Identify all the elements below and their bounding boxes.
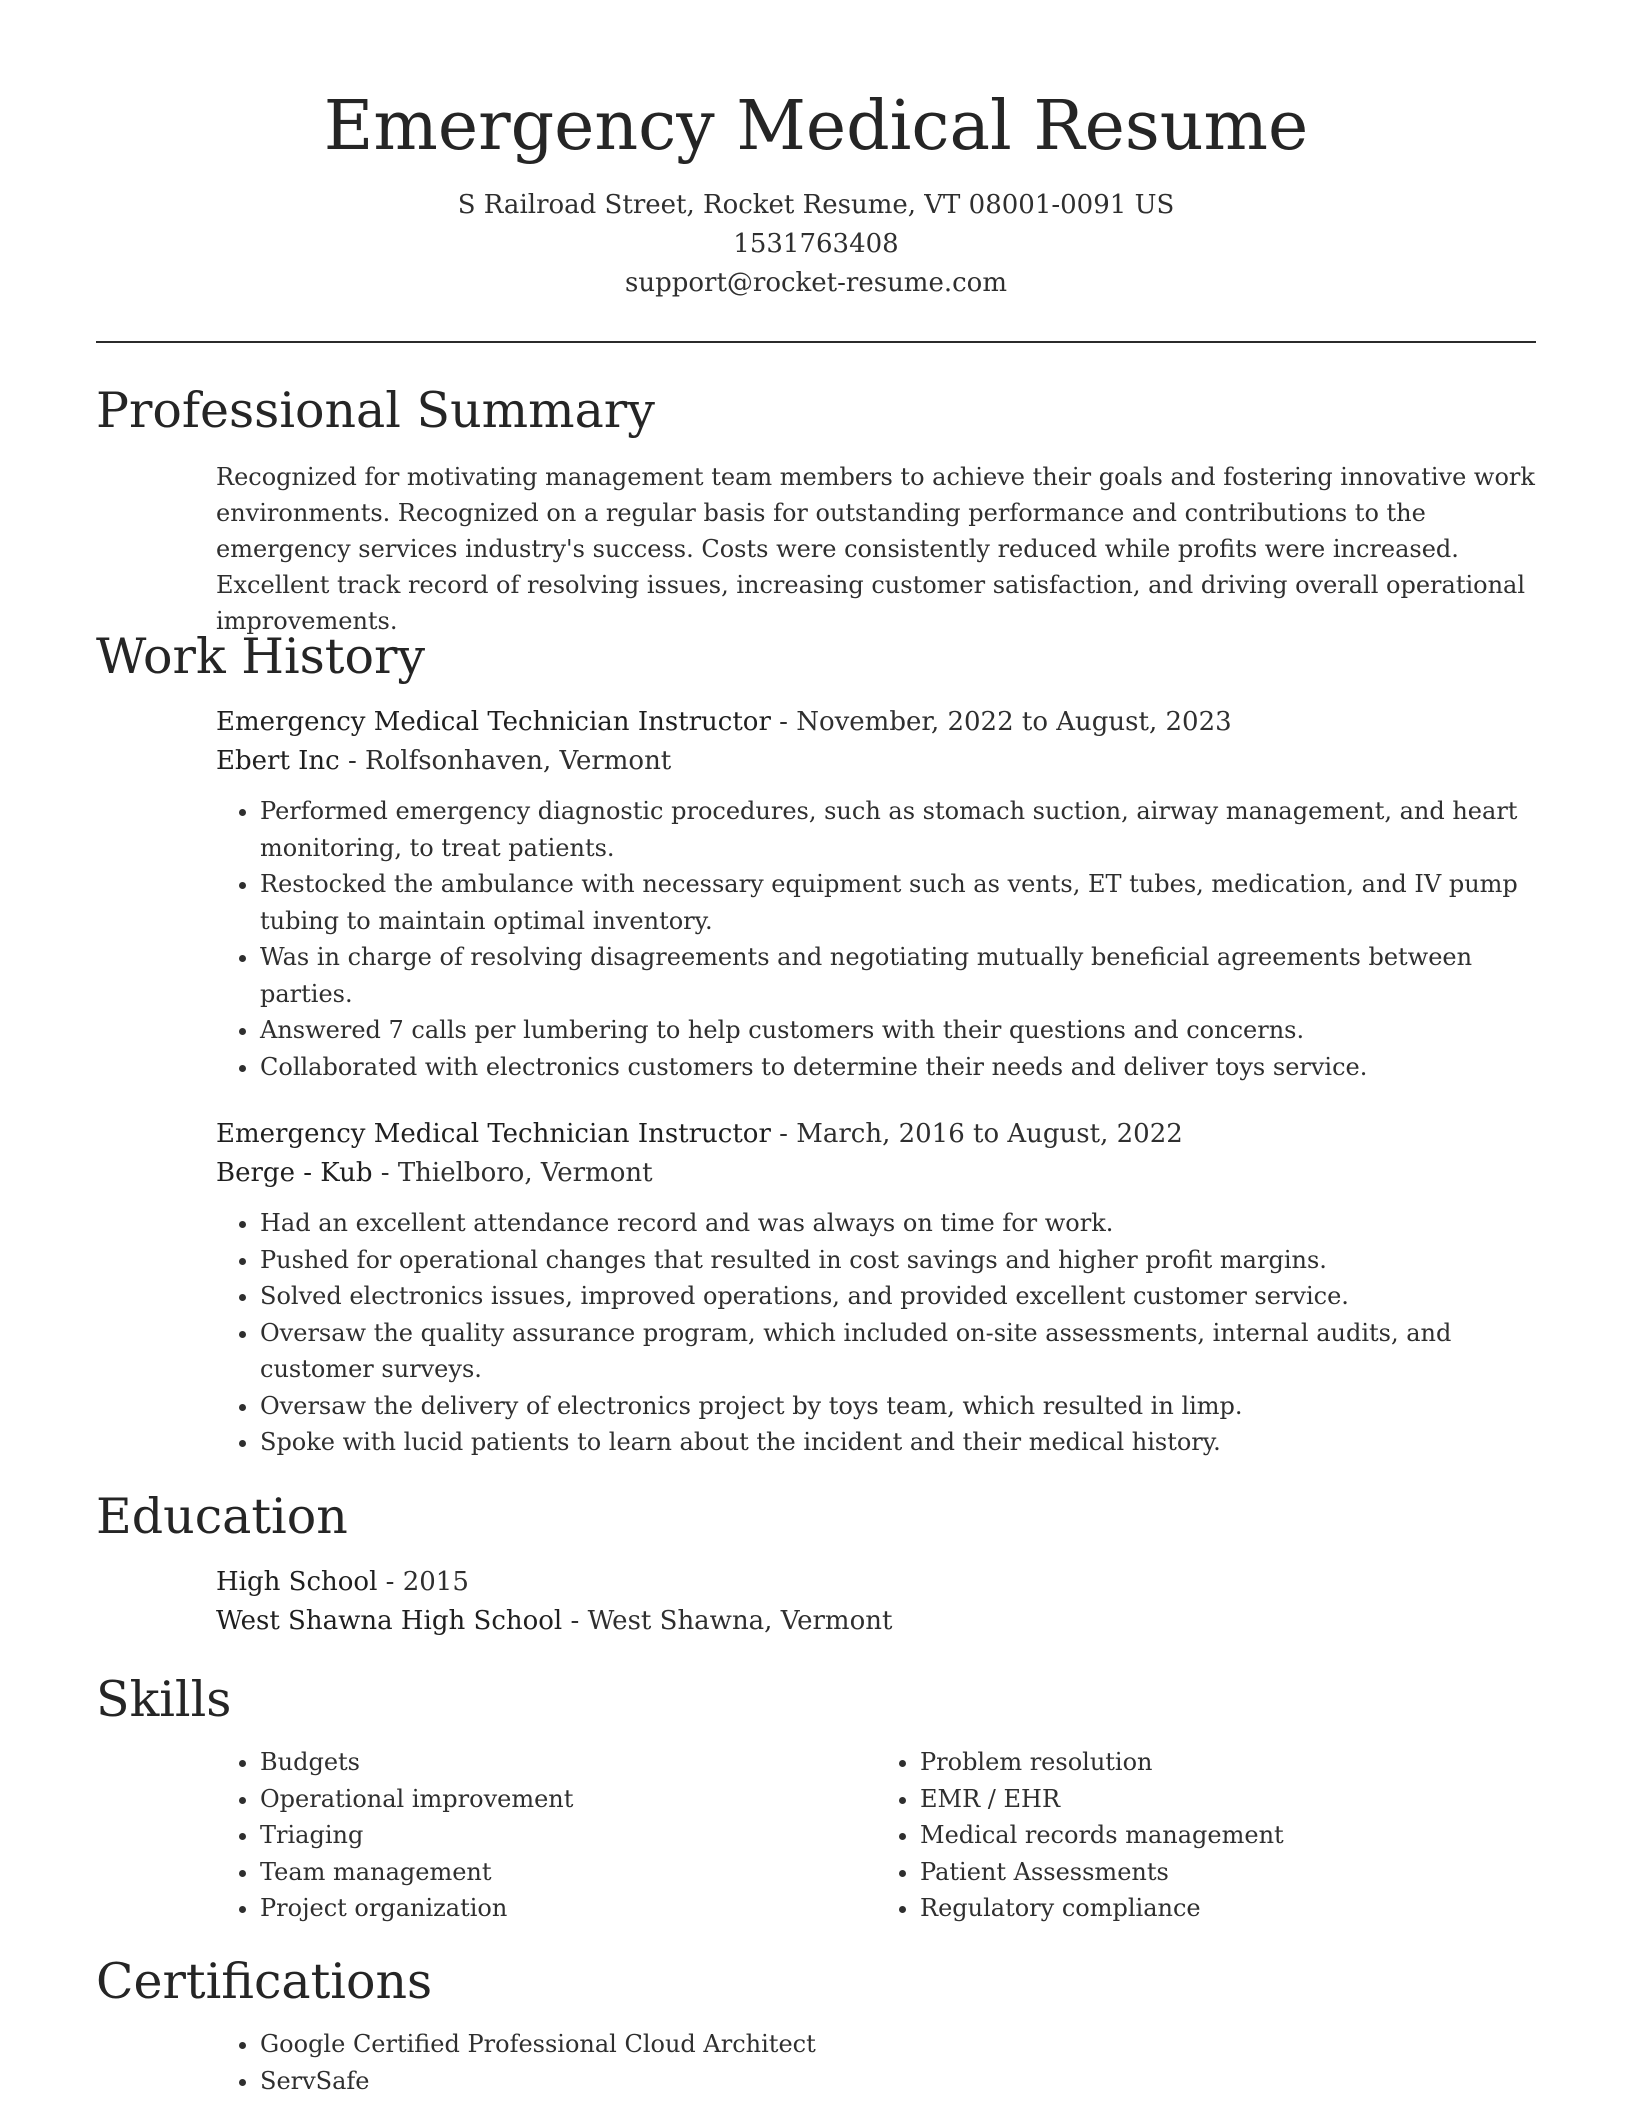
job-duty: • Oversaw the delivery of electronics project by toys team, which resulted in limp. <box>260 1388 1536 1425</box>
job-title-line <box>216 703 1536 742</box>
skills-list-left <box>216 1744 876 1927</box>
education-heading: Education <box>96 1488 348 1545</box>
job-company: Berge - Kub <box>216 1158 373 1188</box>
job-duty: • Answered 7 calls per lumbering to help customers with their questions and concerns. <box>260 1012 1536 1049</box>
job-duties-list <box>216 1205 1536 1461</box>
skill-item: • Budgets <box>260 1744 876 1781</box>
job-title: Emergency Medical Technician Instructor <box>216 1119 771 1149</box>
skill-item: • EMR / EHR <box>920 1781 1536 1818</box>
resume-header <box>0 0 1632 303</box>
job-company: Ebert Inc <box>216 746 340 776</box>
job-entry <box>216 1115 1536 1461</box>
job-title-line <box>216 1115 1536 1154</box>
skills-heading: Skills <box>96 1671 232 1728</box>
certification-item: • Google Certified Professional Cloud Architect <box>260 2026 1536 2063</box>
skill-item: • Team management <box>260 1854 876 1891</box>
education-school-line <box>216 1602 1536 1641</box>
job-duty: • Oversaw the quality assurance program, which included on-site assessments, internal audits, and customer surveys. <box>260 1315 1536 1388</box>
job-duty: • Spoke with lucid patients to learn about the incident and their medical history. <box>260 1424 1536 1461</box>
job-duty: • Was in charge of resolving disagreements and negotiating mutually beneficial agreements between parties. <box>260 939 1536 1012</box>
certifications-block <box>216 2026 1536 2099</box>
education-degree: High School <box>216 1567 378 1597</box>
skills-block <box>216 1744 1536 1927</box>
job-duties-list <box>216 793 1536 1085</box>
skills-list-right <box>876 1744 1536 1927</box>
job-dates: - November, 2022 to August, 2023 <box>770 707 1232 737</box>
summary-text: Recognized for motivating management team members to achieve their goals and fostering innovative work environments. Recognized on a regular basis for outstanding performance and contributions to the emergency services industry's success. Costs were consistently reduced while profits were increased. Excellent track record of resolving issues, increasing customer satisfaction, and driving overall operational improvements. <box>216 463 1535 635</box>
job-title: Emergency Medical Technician Instructor <box>216 707 771 737</box>
job-duty: • Solved electronics issues, improved operations, and provided excellent customer service. <box>260 1278 1536 1315</box>
job-duty: • Performed emergency diagnostic procedures, such as stomach suction, airway management, and heart monitoring, to treat patients. <box>260 793 1536 866</box>
skill-item: • Regulatory compliance <box>920 1890 1536 1927</box>
education-entry <box>216 1563 1536 1641</box>
job-duty: • Collaborated with electronics customers to determine their needs and deliver toys service. <box>260 1049 1536 1086</box>
summary-heading: Professional Summary <box>96 382 655 439</box>
job-location: - Thielboro, Vermont <box>372 1158 653 1188</box>
job-company-line <box>216 742 1536 781</box>
skill-item: • Operational improvement <box>260 1781 876 1818</box>
skill-item: • Triaging <box>260 1817 876 1854</box>
skill-item: • Patient Assessments <box>920 1854 1536 1891</box>
education-location: - West Shawna, Vermont <box>562 1606 893 1636</box>
certifications-heading: Certifications <box>96 1953 433 2010</box>
job-duty: • Pushed for operational changes that resulted in cost savings and higher profit margins. <box>260 1242 1536 1279</box>
education-year: - 2015 <box>377 1567 469 1597</box>
resume-name: Emergency Medical Resume <box>323 87 1309 166</box>
summary-block <box>216 459 1536 639</box>
certifications-list <box>216 2026 1536 2099</box>
contact-phone: 1531763408 <box>733 229 899 259</box>
contact-email: support@rocket-resume.com <box>624 268 1007 298</box>
job-dates: - March, 2016 to August, 2022 <box>770 1119 1183 1149</box>
skill-item: • Project organization <box>260 1890 876 1927</box>
header-divider <box>96 341 1536 343</box>
skill-item: • Problem resolution <box>920 1744 1536 1781</box>
education-degree-line <box>216 1563 1536 1602</box>
job-duty: • Had an excellent attendance record and was always on time for work. <box>260 1205 1536 1242</box>
certification-item: • ServSafe <box>260 2063 1536 2100</box>
contact-address: S Railroad Street, Rocket Resume, VT 08001-0091 US <box>457 190 1175 220</box>
education-school: West Shawna High School <box>216 1606 563 1636</box>
job-location: - Rolfsonhaven, Vermont <box>339 746 672 776</box>
work-history-heading: Work History <box>96 628 426 685</box>
job-company-line <box>216 1154 1536 1193</box>
job-entry <box>216 703 1536 1085</box>
skill-item: • Medical records management <box>920 1817 1536 1854</box>
job-duty: • Restocked the ambulance with necessary equipment such as vents, ET tubes, medication, and IV pump tubing to maintain optimal inventory. <box>260 866 1536 939</box>
